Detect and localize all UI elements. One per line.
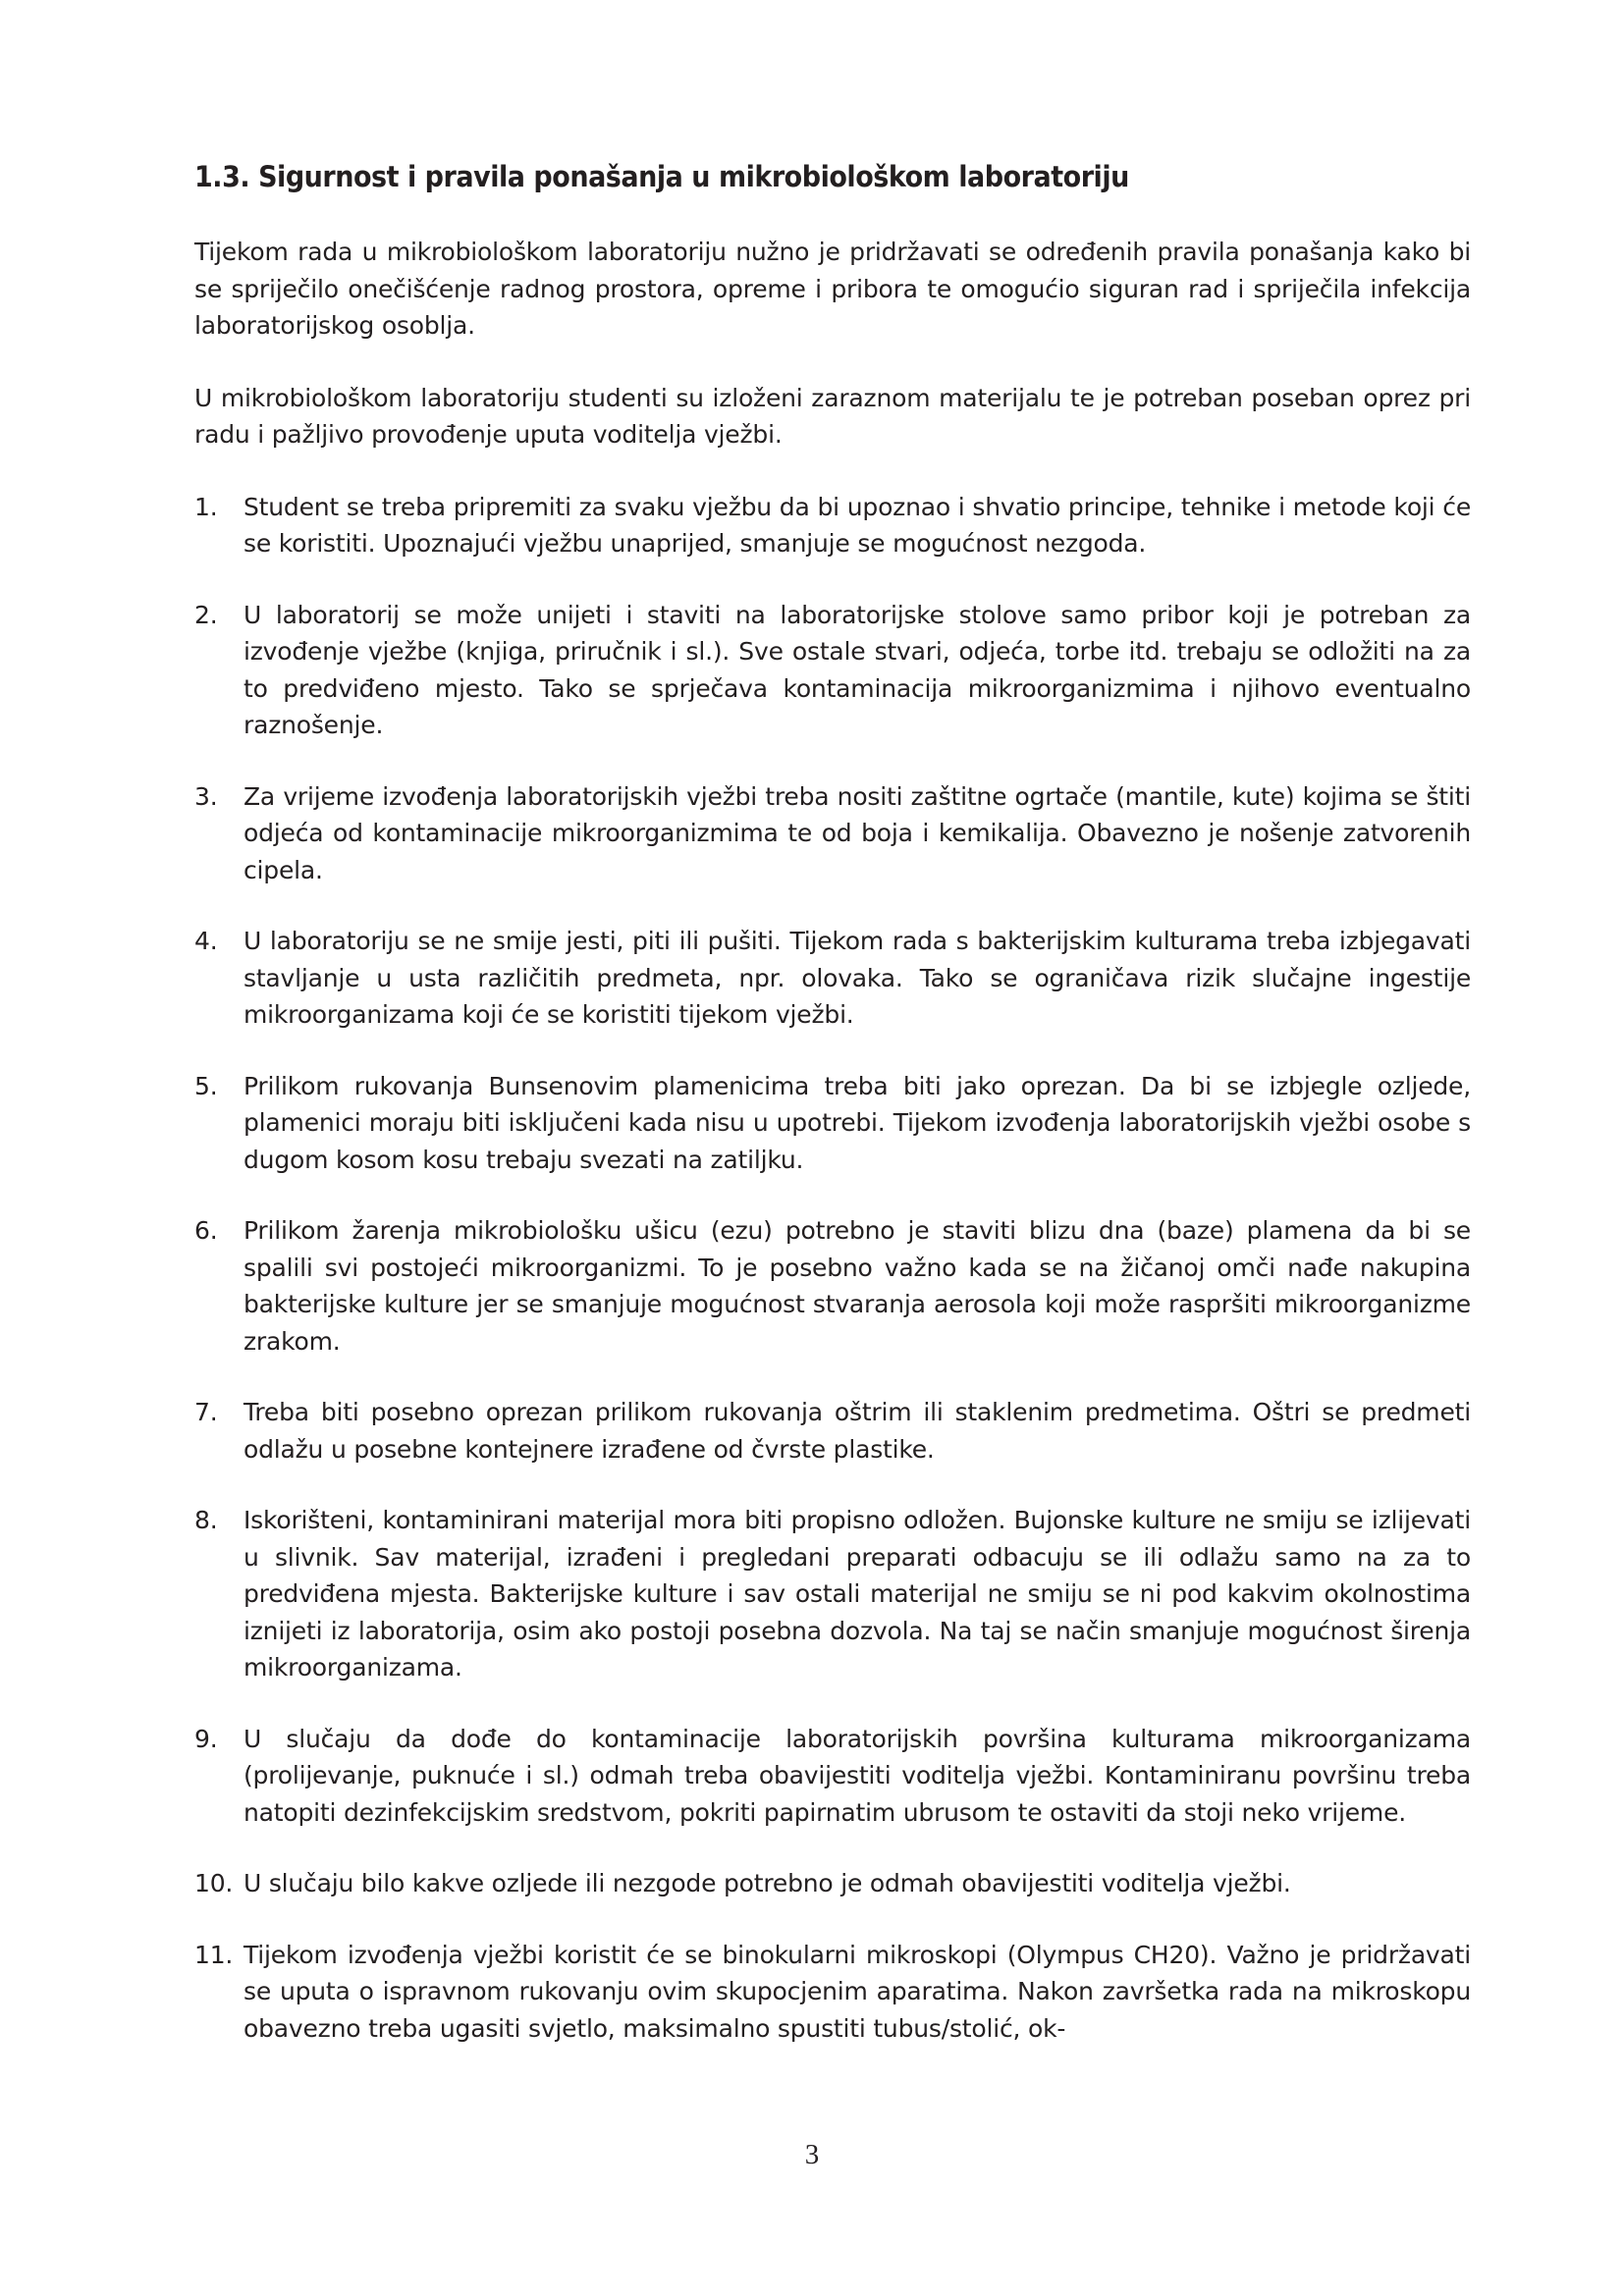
rule-item xyxy=(194,1721,1471,1832)
rule-item xyxy=(194,778,1471,889)
rule-number: 8. xyxy=(194,1506,218,1534)
rules-list xyxy=(194,489,1471,2048)
intro-paragraph: U mikrobiološkom laboratoriju studenti su izloženi zaraznom materijalu te je potreban poseban oprez pri radu i pažljivo provođenje uputa voditelja vježbi. xyxy=(194,383,1471,449)
rule-number: 9. xyxy=(194,1724,218,1753)
rule-text: Treba biti posebno oprezan prilikom rukovanja oštrim ili staklenim predmetima. Oštri se predmeti odlažu u posebne kontejnere izrađene od čvrste plastike. xyxy=(244,1398,1471,1464)
rule-item xyxy=(194,1502,1471,1686)
rule-number: 4. xyxy=(194,927,218,955)
rule-item xyxy=(194,1068,1471,1179)
document-page xyxy=(194,157,1471,2081)
rule-number: 10. xyxy=(194,1869,234,1897)
rule-item xyxy=(194,1394,1471,1468)
rule-number: 3. xyxy=(194,781,218,811)
page-number: 3 xyxy=(804,2139,820,2170)
rule-item xyxy=(194,1937,1471,2048)
rule-number: 2. xyxy=(194,600,218,629)
rule-text: Tijekom izvođenja vježbi koristit će se binokularni mikroskopi (Olympus CH20). Važno je pridržavati se uputa o ispravnom rukovanju ovim skupocjenim aparatima. Nakon završetka rada na mikroskopu obavezno treba ugasiti svjetlo, maksimalno spustiti tubus/stolić, ok- xyxy=(244,1940,1471,2043)
rule-text: Za vrijeme izvođenja laboratorijskih vježbi treba nositi zaštitne ogrtače (mantile, kute) kojima se štiti odjeća od kontaminacije mikroorganizmima te od boja i kemikalija. Obavezno je nošenje zatvorenih cipela. xyxy=(244,781,1471,884)
rule-item xyxy=(194,597,1471,744)
rule-number: 6. xyxy=(194,1216,218,1245)
intro-paragraph: Tijekom rada u mikrobiološkom laboratoriju nužno je pridržavati se određenih pravila ponašanja kako bi se spriječilo onečišćenje radnog prostora, opreme i pribora te omogućio siguran rad i spriječila infekcija laboratorijskog osoblja. xyxy=(194,238,1471,340)
rule-number: 1. xyxy=(194,492,218,521)
rule-text: U laboratoriju se ne smije jesti, piti ili pušiti. Tijekom rada s bakterijskim kulturama treba izbjegavati stavljanje u usta različitih predmeta, npr. olovaka. Tako se ograničava rizik slučajne ingestije mikroorganizama koji će se koristiti tijekom vježbi. xyxy=(244,927,1471,1029)
rule-text: U slučaju da dođe do kontaminacije laboratorijskih površina kulturama mikroorganizama (prolijevanje, puknuće i sl.) odmah treba obavijestiti voditelja vježbi. Kontaminiranu površinu treba natopiti dezinfekcijskim sredstvom, pokriti papirnatim ubrusom te ostaviti da stoji neko vrijeme. xyxy=(244,1724,1471,1827)
rule-text: Iskorišteni, kontaminirani materijal mora biti propisno odložen. Bujonske kulture ne smiju se izlijevati u slivnik. Sav materijal, izrađeni i pregledani preparati odbacuju se ili odlažu samo na za to predviđena mjesta. Bakterijske kulture i sav ostali materijal ne smiju se ni pod kakvim okolnostima iznijeti iz laboratorija, osim ako postoji posebna dozvola. Na taj se način smanjuje mogućnost širenja mikroorganizama. xyxy=(244,1506,1471,1682)
rule-number: 5. xyxy=(194,1071,218,1100)
rule-text: Prilikom rukovanja Bunsenovim plamenicima treba biti jako oprezan. Da bi se izbjegle ozljede, plamenici moraju biti isključeni kada nisu u upotrebi. Tijekom izvođenja laboratorijskih vježbi osobe s dugom kosom kosu trebaju svezati na zatiljku. xyxy=(244,1071,1471,1174)
rule-text: U laboratorij se može unijeti i staviti na laboratorijske stolove samo pribor koji je potreban za izvođenje vježbe (knjiga, priručnik i sl.). Sve ostale stvari, odjeća, torbe itd. trebaju se odložiti na za to predviđeno mjesto. Tako se sprječava kontaminacija mikroorganizmima i njihovo eventualno raznošenje. xyxy=(244,600,1471,739)
rule-item xyxy=(194,489,1471,562)
rule-item xyxy=(194,1212,1471,1360)
rule-item xyxy=(194,923,1471,1034)
rule-item xyxy=(194,1865,1471,1902)
section-title: 1.3. Sigurnost i pravila ponašanja u mikrobiološkom laboratoriju xyxy=(194,160,1129,193)
rule-text: Student se treba pripremiti za svaku vježbu da bi upoznao i shvatio principe, tehnike i metode koji će se koristiti. Upoznajući vježbu unaprijed, smanjuje se mogućnost nezgoda. xyxy=(244,492,1471,558)
rule-text: Prilikom žarenja mikrobiološku ušicu (ezu) potrebno je staviti blizu dna (baze) plamena da bi se spalili svi postojeći mikroorganizmi. To je posebno važno kada se na žičanoj omči nađe nakupina bakterijske kulture jer se smanjuje mogućnost stvaranja aerosola koji može raspršiti mikroorganizme zrakom. xyxy=(244,1216,1471,1356)
rule-number: 7. xyxy=(194,1398,218,1426)
rule-text: U slučaju bilo kakve ozljede ili nezgode potrebno je odmah obavijestiti voditelja vježbi. xyxy=(244,1869,1291,1897)
rule-number: 11. xyxy=(194,1940,234,1969)
